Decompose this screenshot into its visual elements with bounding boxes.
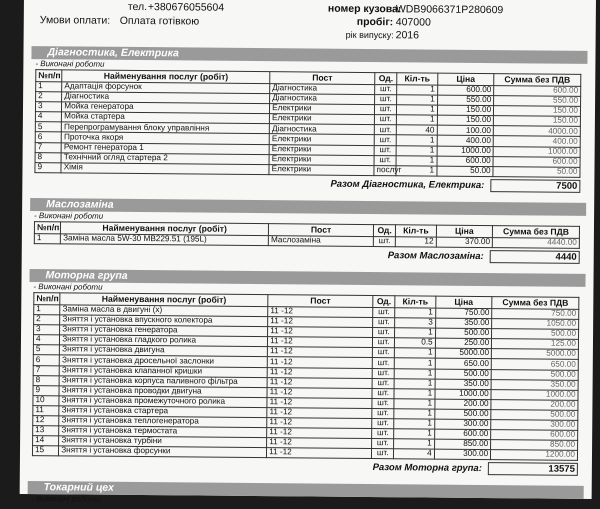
section-title: Токарний цех [28,481,584,499]
cell-post: Електрики [270,114,375,125]
cell-price: 1000.00 [437,146,494,157]
cell-price: 350.00 [435,379,492,390]
column-header-sum: Сумма без ПДВ [493,225,580,238]
cell-unit: шт. [372,388,394,398]
cell-price: 50.00 [437,166,494,177]
cell-name: Перепрограмування блоку управління [62,122,270,134]
cell-unit: шт. [372,378,394,388]
cell-num: 1 [34,233,60,243]
cell-name: Зняття і установка стартера [59,406,267,418]
cell-unit: шт. [375,85,397,95]
cell-post: 11 -12 [267,418,372,429]
cell-post: Електрики [270,104,375,115]
cell-num: 11 [33,405,59,415]
cell-num: 9 [33,385,59,395]
cell-post: 11 -12 [267,377,372,388]
cell-price: 150.00 [437,115,494,126]
cell-sum: 500.00 [492,329,579,340]
cell-name: Зняття і установка промежуточного ролика [59,396,267,408]
cell-unit: шт. [375,105,397,115]
cell-post: 11 -12 [267,408,372,419]
cell-qty: 1 [394,388,434,398]
column-header-post: Пост [269,223,374,236]
cell-name: Зняття і установка генератора [60,325,268,337]
vin-label: номер кузова: [327,2,402,16]
year-label: рік випуску: [345,29,394,41]
cell-price: 500.00 [435,328,492,339]
cell-name: Заміна масла в двигуні (х) [60,305,268,317]
cell-unit: шт. [373,318,395,328]
cell-sum: 500.00 [491,409,578,420]
cell-qty: 1 [396,135,436,145]
payment-label: Умови оплати: [39,14,111,27]
cell-unit: шт. [372,408,394,418]
column-header-post: Пост [270,72,375,85]
cell-qty: 1 [397,95,437,105]
cell-qty: 1 [394,368,434,378]
section-total-value: 4440 [490,250,580,264]
cell-name: Зняття і установка теплогенератора [59,416,267,428]
cell-unit: шт. [372,419,394,429]
cell-name: Адаптація форсунок [62,82,270,94]
section-subtitle: - Виконані роботи [31,494,101,505]
cell-price: 370.00 [436,237,493,248]
cell-qty: 1 [397,85,437,95]
phone-label: тел. [127,0,148,14]
column-header-price: Ціна [435,296,492,308]
section-title: Діагностика, Електрика [31,46,587,64]
cell-name: Зняття і установка проводки двигуна [59,386,267,398]
cell-num: 5 [33,345,59,355]
cell-num: 14 [33,436,59,446]
cell-post: Діагностика [269,124,374,135]
cell-qty: 0.5 [395,338,435,348]
cell-price: 350.00 [435,318,492,329]
cell-qty: 1 [395,308,435,318]
column-header-qty: Кіл-ть [397,73,437,85]
cell-post: 11 -12 [267,438,372,449]
section-total-label: Разом Маслозаміна: [387,250,484,262]
cell-price: 750.00 [435,308,492,319]
cell-price: 550.00 [437,95,494,106]
cell-sum: 4000.00 [493,126,580,137]
cell-post: 11 -12 [267,357,372,368]
cell-sum: 500.00 [491,369,578,380]
cell-num: 12 [33,416,59,426]
mileage-label: пробіг: [356,15,394,29]
cell-name: Зняття і установка двигуна [60,345,268,357]
cell-qty: 1 [394,399,434,409]
cell-num: 8 [33,375,59,385]
cell-post: 11 -12 [268,327,373,338]
sections-container [20,46,596,509]
cell-sum: 300.00 [491,420,578,431]
cell-name: Зняття і установка клапанної кришки [59,365,267,377]
cell-post: Діагностика [270,94,375,105]
section-title: Маслозаміна [30,198,586,216]
cell-sum: 1000.00 [493,146,580,157]
cell-name: Зняття і установка форсунки [59,446,267,458]
cell-unit: шт. [372,398,394,408]
cell-post: 11 -12 [267,387,372,398]
cell-num: 7 [35,142,61,152]
cell-price: 300.00 [434,449,491,460]
cell-price: 600.00 [437,156,494,167]
cell-qty: 3 [395,318,435,328]
column-header-price: Ціна [436,225,493,237]
cell-post: Маслозаміна [268,235,373,246]
cell-price: 250.00 [435,338,492,349]
cell-name: Діагностика [62,92,270,104]
cell-post: Діагностика [270,84,375,95]
cell-sum: 1050.00 [492,319,579,330]
column-header-unit: Од. [373,224,395,236]
cell-qty: 1 [394,419,434,429]
cell-sum: 650.00 [491,359,578,370]
column-header-qty: Кіл-ть [395,296,435,308]
cell-post: 11 -12 [268,307,373,318]
cell-post: Електрики [269,134,374,145]
cell-post: Електрики [269,164,374,175]
cell-unit: шт. [372,449,394,459]
cell-num: 3 [35,102,61,112]
cell-sum: 600.00 [493,156,580,167]
cell-num: 6 [33,355,59,365]
cell-post: 11 -12 [267,397,372,408]
invoice-sheet [20,0,596,505]
cell-qty: 1 [396,166,436,176]
cell-post: 11 -12 [268,337,373,348]
cell-unit: шт. [374,135,396,145]
cell-post: 11 -12 [268,317,373,328]
cell-price: 300.00 [434,419,491,430]
cell-name: Зняття і установка впускного колектора [60,315,268,327]
section-total-label: Разом Діагностика, Електрика: [330,178,485,191]
cell-unit: шт. [372,358,394,368]
cell-unit: шт. [372,429,394,439]
cell-post: Електрики [269,144,374,155]
cell-unit: послуг [374,165,396,175]
cell-sum: 200.00 [491,399,578,410]
cell-unit: шт. [372,368,394,378]
cell-qty: 1 [395,328,435,338]
column-header-qty: Кіл-ть [396,225,436,237]
cell-post: 11 -12 [267,448,372,459]
cell-name: Проточка якоря [61,132,269,144]
cell-sum: 1000.00 [491,389,578,400]
items-table [34,69,581,178]
section-title: Моторна група [29,269,585,287]
cell-post: 11 -12 [267,367,372,378]
cell-num: 7 [33,365,59,375]
cell-qty: 12 [396,237,436,247]
column-header-sum: Сумма без ПДВ [492,297,579,310]
column-header-name: Найменування послуг (робіт) [61,222,269,236]
cell-price: 400.00 [437,136,494,147]
section-subtitle: - Виконані роботи [33,282,103,292]
cell-price: 500.00 [434,409,491,420]
year-value: 2016 [395,29,420,42]
payment-value: Оплата готівкою [119,14,200,28]
cell-price: 500.00 [435,369,492,380]
cell-num: 2 [34,315,60,325]
cell-sum: 125.00 [492,339,579,350]
section-subtitle: - Виконані роботи [34,210,104,221]
cell-unit: шт. [372,348,394,358]
column-header-unit: Од. [375,73,397,85]
cell-name: Хімія [61,163,269,175]
cell-unit: шт. [375,95,397,105]
cell-unit: шт. [374,155,396,165]
cell-qty: 1 [396,155,436,165]
column-header-price: Ціна [437,73,494,85]
column-header-sum: Сумма без ПДВ [494,74,581,87]
phone-value: +380676055604 [147,1,225,14]
cell-num: 1 [34,305,60,315]
cell-num: 9 [35,162,61,172]
cell-name: Зняття і установка турбіни [59,436,267,448]
section-total-label: Разом Моторна група: [372,462,482,475]
cell-sum: 550.00 [494,96,581,107]
cell-post: Електрики [269,154,374,165]
cell-sum: 750.00 [492,309,579,320]
cell-price: 1000.00 [435,389,492,400]
cell-unit: шт. [374,145,396,155]
cell-sum: 350.00 [491,379,578,390]
column-header-name: Найменування послуг (робіт) [62,70,270,84]
cell-num: 6 [35,132,61,142]
cell-sum: 5000.00 [492,349,579,360]
cell-num: 2 [36,92,62,102]
cell-sum: 850.00 [491,440,578,451]
column-header-post: Пост [268,295,373,308]
cell-num: 5 [35,122,61,132]
cell-price: 600.00 [437,85,494,96]
cell-name: Зняття і установка дросельної заслонки [59,355,267,367]
cell-sum: 400.00 [493,136,580,147]
invoice-header [24,0,596,51]
cell-num: 10 [33,395,59,405]
section-total-value: 13575 [488,462,578,476]
cell-qty: 1 [396,145,436,155]
cell-qty: 1 [394,409,434,419]
cell-qty: 1 [397,115,437,125]
cell-name: Зняття і установка гладкого ролика [60,335,268,347]
cell-price: 100.00 [437,125,494,136]
cell-sum: 50.00 [493,166,580,177]
column-header-num: №п/п [36,70,62,82]
column-header-num: №п/п [34,293,60,305]
cell-qty: 4 [394,449,434,459]
cell-num: 4 [35,112,61,122]
section-total-value: 7500 [490,179,580,193]
cell-sum: 150.00 [494,106,581,117]
cell-unit: шт. [373,236,395,246]
cell-unit: шт. [373,307,395,317]
cell-qty: 1 [395,358,435,368]
items-table [32,292,579,461]
cell-price: 850.00 [434,439,491,450]
cell-price: 650.00 [435,359,492,370]
cell-price: 5000.00 [435,348,492,359]
cell-unit: шт. [372,439,394,449]
cell-unit: шт. [373,338,395,348]
column-header-unit: Од. [373,295,395,307]
cell-post: 11 -12 [267,428,372,439]
cell-qty: 1 [395,348,435,358]
cell-num: 4 [33,335,59,345]
column-header-num: №п/п [34,221,60,233]
cell-qty: 40 [397,125,437,135]
cell-sum: 150.00 [494,116,581,127]
cell-qty: 1 [394,429,434,439]
cell-num: 3 [34,325,60,335]
cell-name: Ремонт генератора 1 [61,142,269,154]
cell-num: 8 [35,152,61,162]
cell-name: Зняття і установка термостата [59,426,267,438]
cell-sum: 600.00 [494,86,581,97]
cell-qty: 1 [394,378,434,388]
cell-post: 11 -12 [267,347,372,358]
cell-num: 13 [33,426,59,436]
cell-num: 1 [36,82,62,92]
cell-qty: 1 [397,105,437,115]
cell-num: 15 [32,446,58,456]
section-subtitle: - Виконані роботи [35,59,105,69]
cell-sum: 600.00 [491,430,578,441]
cell-sum: 1200.00 [491,450,578,461]
cell-unit: шт. [373,328,395,338]
vin-value: WDB9066371P280609 [395,3,504,17]
cell-sum: 4440.00 [492,237,579,248]
cell-name: Зняття і установка корпуса паливного фільтра [59,375,267,387]
cell-price: 150.00 [437,105,494,116]
cell-name: Заміна масла 5W-30 MB229.51 (195L) [61,234,269,246]
column-header-name: Найменування послуг (робіт) [60,293,268,307]
cell-unit: шт. [374,115,396,125]
cell-name: Мойка стартера [62,112,270,124]
cell-name: Технічний огляд стартера 2 [61,152,269,164]
cell-price: 600.00 [434,429,491,440]
cell-name: Мойка генератора [62,102,270,114]
cell-unit: шт. [374,125,396,135]
cell-qty: 1 [394,439,434,449]
mileage-value: 407000 [395,16,431,29]
cell-price: 200.00 [435,399,492,410]
